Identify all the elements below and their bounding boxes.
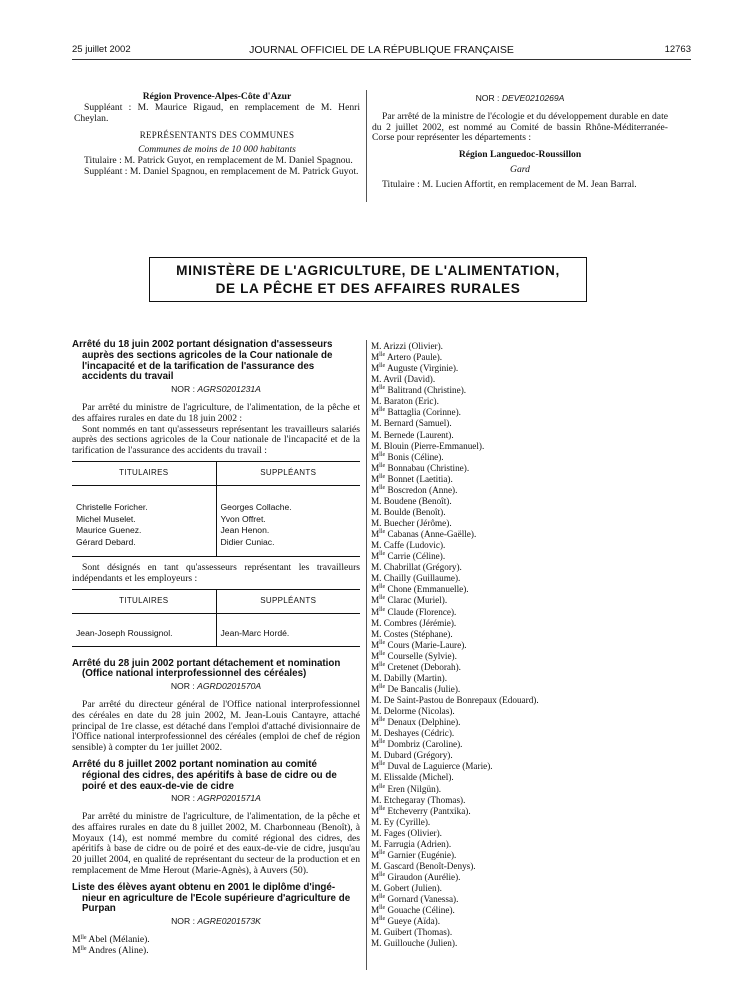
table-header: TITULAIRES bbox=[72, 589, 216, 613]
page-header bbox=[72, 44, 691, 60]
assessors-table-2 bbox=[72, 589, 360, 647]
list-item: M. Caffe (Ludovic). bbox=[371, 540, 446, 551]
communes-subheading: Communes de moins de 10 000 habitants bbox=[138, 144, 296, 156]
header-page-number: 12763 bbox=[664, 44, 691, 55]
suppleant-line: Suppléant : M. Maurice Rigaud, en remplacement de M. Henri Cheylan. bbox=[74, 101, 360, 124]
list-item: $M^{lle}$ Cours (Marie-Laure). bbox=[371, 639, 467, 650]
list-item: M. Combres (Jérémie). bbox=[371, 617, 457, 628]
nor-reference: NOR : DEVE0210269A bbox=[475, 93, 565, 103]
table-header: SUPPLÉANTS bbox=[216, 461, 360, 485]
department-heading: Gard bbox=[510, 163, 530, 175]
list-item: $M^{lle}$ Etcheverry (Pantxika). bbox=[371, 805, 471, 816]
list-item: M. Etchegaray (Thomas). bbox=[371, 794, 466, 805]
top-left-column bbox=[74, 92, 360, 178]
list-item: M. Gascard (Benoît-Denys). bbox=[371, 860, 476, 871]
list-item: M. Delorme (Nicolas). bbox=[371, 706, 455, 717]
list-item: M. Gobert (Julien). bbox=[371, 883, 442, 894]
column-divider bbox=[366, 90, 367, 202]
article-paragraph: Par arrêté du ministre de l'agriculture, de l'alimentation, de la pêche et des affaires rurales en date du 18 juin 2002 : bbox=[72, 401, 360, 424]
list-item: $M^{lle}$ Cabanas (Anne-Gaëlle). bbox=[371, 529, 477, 540]
list-item: $M^{lle}$ Chone (Emmanuelle). bbox=[371, 584, 469, 595]
nor-reference: NOR : AGRE0201573K bbox=[171, 916, 261, 927]
list-item: $M^{lle}$ Balitrand (Christine). bbox=[371, 385, 467, 396]
list-item: $M^{lle}$ Artero (Paule). bbox=[371, 352, 443, 363]
ministry-line-1: MINISTÈRE DE L'AGRICULTURE, DE L'ALIMENTATION, bbox=[176, 263, 560, 278]
list-item: M. Dubard (Grégory). bbox=[371, 750, 453, 761]
list-item: M. Guillouche (Julien). bbox=[371, 938, 458, 949]
list-item: M. Bernard (Samuel). bbox=[371, 418, 452, 429]
nor-reference: NOR : AGRS0201231A bbox=[171, 384, 261, 395]
list-item: $M^{lle}$ Carrie (Céline). bbox=[371, 551, 446, 562]
article-paragraph: Par arrêté du directeur général de l'Office national interprofessionnel des céréales en date du 28 juin 2002, M. Jean-Louis Cantayre, attaché principal de 1re classe, est détaché dans l'emploi d'attaché divisionnaire de l'Office national interprofessionnel des céréales (emploi de chef de région sensible) à compter du 1er juillet 2002. bbox=[72, 698, 360, 754]
list-item: $M^{lle}$ Garnier (Eugénie). bbox=[371, 849, 457, 860]
list-item: $M^{lle}$ Auguste (Virginie). bbox=[371, 363, 459, 374]
list-item: M. Buecher (Jérôme). bbox=[371, 518, 452, 528]
article-paragraph: Sont désignés en tant qu'assesseurs représentant les travailleurs indépendants et les employeurs : bbox=[72, 562, 360, 585]
list-item: $M^{lle}$ Bonnet (Laetitia). bbox=[371, 473, 453, 484]
list-item: M. Boudene (Benoît). bbox=[371, 495, 452, 506]
region-heading: Région Provence-Alpes-Côte d'Azur bbox=[142, 91, 292, 102]
table-cell: Georges Collache. Yvon Offret. Jean Henon. Didier Cuniac. bbox=[216, 485, 360, 556]
table-cell: Christelle Foricher. Michel Muselet. Maurice Guenez. Gérard Debard. bbox=[72, 485, 216, 556]
region-heading: Région Languedoc-Roussillon bbox=[458, 149, 582, 161]
suppleant-line-2: Suppléant : M. Daniel Spagnou, en remplacement de M. Patrick Guyot. bbox=[84, 165, 359, 177]
list-item: $M^{lle}$ Gornard (Vanessa). bbox=[371, 894, 459, 905]
list-item: $M^{lle}$ De Bancalis (Julie). bbox=[371, 683, 461, 694]
representants-heading: REPRÉSENTANTS DES COMMUNES bbox=[139, 130, 295, 141]
titulaire-line: Titulaire : M. Lucien Affortit, en remplacement de M. Jean Barral. bbox=[382, 178, 637, 190]
list-item: $M^{lle}$ Claude (Florence). bbox=[371, 606, 457, 617]
list-item: $M^{lle}$ Cretenet (Deborah). bbox=[371, 661, 461, 672]
list-item: $M^{lle}$ Clarac (Muriel). bbox=[371, 595, 448, 606]
list-item: $M^{lle}$ Battaglia (Corinne). bbox=[371, 407, 461, 418]
list-item: $M^{lle}$ Duval de Laguierce (Marie). bbox=[371, 761, 493, 772]
article-title: Liste des élèves ayant obtenu en 2001 le diplôme d'ingé- nieur en agriculture de l'Ecole supérieure d'agriculture de Purpan bbox=[72, 881, 351, 915]
list-item: M. Chabrillat (Grégory). bbox=[371, 562, 462, 573]
graduates-list bbox=[371, 341, 661, 949]
article-title: Arrêté du 18 juin 2002 portant désignation d'assesseurs auprès des sections agricoles de la Cour nationale de l'incapacité et de la tarification de l'assurance des accidents du travail bbox=[72, 339, 333, 383]
list-item: M. Avril (David). bbox=[371, 374, 436, 385]
list-item: M. Bernede (Laurent). bbox=[371, 429, 454, 440]
table-cell: Jean-Joseph Roussignol. bbox=[72, 613, 216, 646]
assessors-table bbox=[72, 461, 360, 557]
nor-reference: NOR : AGRP0201571A bbox=[171, 793, 261, 804]
column-divider bbox=[366, 340, 367, 970]
list-item: M. Dabilly (Martin). bbox=[371, 672, 448, 683]
list-item: $M^{lle}$ Denaux (Delphine). bbox=[371, 717, 461, 728]
article-paragraph: Par arrêté du ministre de l'agriculture, de l'alimentation, de la pêche et des affaires rurales en date du 8 juillet 2002, M. Charbonneau (Benoît), à Moyaux (14), est nommé membre du comité régional des cidres, des apéritifs à base de cidre ou de poiré et des eaux-de-vie de cidre, jusqu'au 20 juillet 2004, en qualité de représentant du secteur de la production et en remplacement de Mme Herout (Marie-Agnès), à Auvers (50). bbox=[72, 811, 360, 877]
list-item: M. Guibert (Thomas). bbox=[371, 927, 453, 938]
list-item: $M^{lle}$ Courselle (Sylvie). bbox=[371, 650, 457, 661]
list-item: M. Elissalde (Michel). bbox=[371, 772, 454, 783]
list-item: $M^{lle}$ Boscredon (Anne). bbox=[371, 484, 458, 495]
ministry-line-2: DE LA PÊCHE ET DES AFFAIRES RURALES bbox=[215, 281, 521, 296]
list-item: $M^{lle}$ Bonis (Céline). bbox=[371, 451, 444, 462]
list-item: M. Blouin (Pierre-Emmanuel). bbox=[371, 440, 485, 451]
article-title: Arrêté du 28 juin 2002 portant détachement et nomination (Office national interprofessionnel des céréales) bbox=[72, 657, 341, 680]
header-title: JOURNAL OFFICIEL DE LA RÉPUBLIQUE FRANÇAISE bbox=[249, 44, 514, 56]
table-header: SUPPLÉANTS bbox=[216, 589, 360, 613]
list-item: M. Boulde (Benoît). bbox=[371, 506, 446, 517]
list-item: $M^{lle}$ Gouache (Céline). bbox=[371, 905, 455, 916]
list-item: $M^{lle}$ Andres (Aline). bbox=[72, 944, 149, 956]
list-item: M. Ey (Cyrille). bbox=[371, 816, 431, 827]
article-title: Arrêté du 8 juillet 2002 portant nomination au comité régional des cidres, des apéritifs à base de cidre ou de poiré et des eaux-de-vie de cidre bbox=[72, 758, 337, 792]
list-item: M. Baraton (Eric). bbox=[371, 396, 439, 407]
list-item: M. Farrugia (Adrien). bbox=[371, 838, 452, 849]
list-item: $M^{lle}$ Gueye (Aïda). bbox=[371, 916, 441, 927]
list-item: $M^{lle}$ Dombriz (Caroline). bbox=[371, 739, 463, 750]
list-item: M. Costes (Stéphane). bbox=[371, 628, 453, 639]
article-paragraph: Sont nommés en tant qu'assesseurs représentant les travailleurs salariés auprès des sections agricoles de la Cour nationale de l'incapacité et de la tarification de l'assurance des accidents du travail : bbox=[72, 423, 360, 457]
list-item: $M^{lle}$ Bonnabau (Christine). bbox=[371, 462, 470, 473]
list-item: $M^{lle}$ Abel (Mélanie). bbox=[72, 934, 150, 946]
list-item: $M^{lle}$ Giraudon (Aurélie). bbox=[371, 872, 461, 882]
list-item: M. Chailly (Guillaume). bbox=[371, 573, 461, 584]
decree-paragraph: Par arrêté de la ministre de l'écologie et du développement durable en date du 2 juillet 2002, est nommé au Comité de bassin Rhône-Méditerranée-Corse pour représenter les départements : bbox=[372, 110, 668, 144]
list-item: M. Deshayes (Cédric). bbox=[371, 728, 455, 739]
header-rule bbox=[72, 59, 691, 60]
list-item: M. Arizzi (Olivier). bbox=[371, 341, 443, 351]
table-header: TITULAIRES bbox=[72, 461, 216, 485]
titulaire-line: Titulaire : M. Patrick Guyot, en remplacement de M. Daniel Spagnou. bbox=[84, 154, 353, 166]
top-right-column bbox=[372, 92, 668, 191]
list-item: M. De Saint-Pastou de Bonrepaux (Edouard). bbox=[371, 695, 539, 705]
list-item: M. Fages (Olivier). bbox=[371, 827, 442, 838]
main-left-column bbox=[72, 340, 360, 957]
table-cell: Jean-Marc Hordé. bbox=[216, 613, 360, 646]
nor-reference: NOR : AGRD0201570A bbox=[170, 681, 262, 692]
header-date: 25 juillet 2002 bbox=[72, 44, 131, 55]
ministry-banner bbox=[149, 257, 587, 302]
list-item: $M^{lle}$ Eren (Nilgün). bbox=[371, 783, 442, 794]
